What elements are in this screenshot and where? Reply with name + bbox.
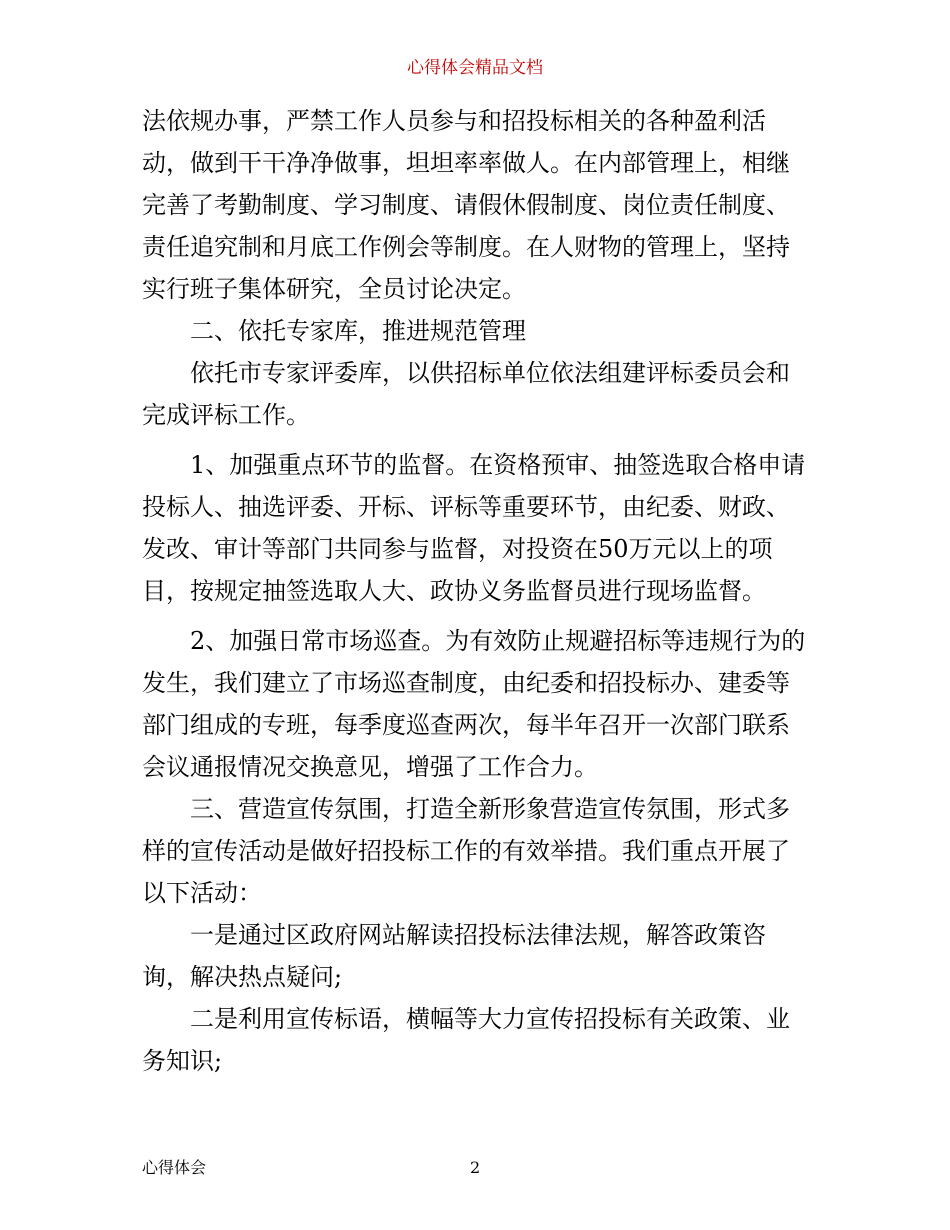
list-item-website: 一是通过区政府网站解读招投标法律法规，解答政策咨询，解决热点疑问;: [142, 921, 766, 991]
page-number: 2: [470, 1158, 481, 1177]
section-heading-2: 二、依托专家库，推进规范管理: [190, 317, 526, 345]
page-header-title: 心得体会精品文档: [407, 58, 543, 78]
section-heading-3: 三、营造宣传氛围，打造全新形象营造宣传氛围，形式多样的宣传活动是做好招投标工作的有效举措。我们重点开展了以下活动：: [142, 795, 790, 907]
footer-label: 心得体会: [142, 1158, 207, 1177]
paragraph-continuation: 法依规办事，严禁工作人员参与和招投标相关的各种盈利活动，做到干干净净做事，坦坦率率做人。在内部管理上，相继完善了考勤制度、学习制度、请假休假制度、岗位责任制度、责任追究制和月底工作例会等制度。在人财物的管理上，坚持实行班子集体研究，全员讨论决定。: [142, 107, 790, 303]
paragraph-market-inspection: 2、加强日常市场巡查。为有效防止规避招标等违规行为的发生，我们建立了市场巡查制度，由纪委和招投标办、建委等部门组成的专班，每季度巡查两次，每半年召开一次部门联系会议通报情况交换意见，增强了工作合力。: [142, 627, 806, 781]
page-footer: [142, 1156, 812, 1180]
list-item-slogans: 二是利用宣传标语，横幅等大力宣传招投标有关政策、业务知识;: [142, 1005, 790, 1075]
document-body: [142, 100, 812, 1082]
paragraph-key-supervision: 1、加强重点环节的监督。在资格预审、抽签选取合格申请投标人、抽选评委、开标、评标等重要环节，由纪委、财政、发改、审计等部门共同参与监督，对投资在50万元以上的项目，按规定抽签选取人大、政协义务监督员进行现场监督。: [142, 451, 806, 605]
paragraph-expert-pool: 依托市专家评委库，以供招标单位依法组建评标委员会和完成评标工作。: [142, 359, 790, 429]
